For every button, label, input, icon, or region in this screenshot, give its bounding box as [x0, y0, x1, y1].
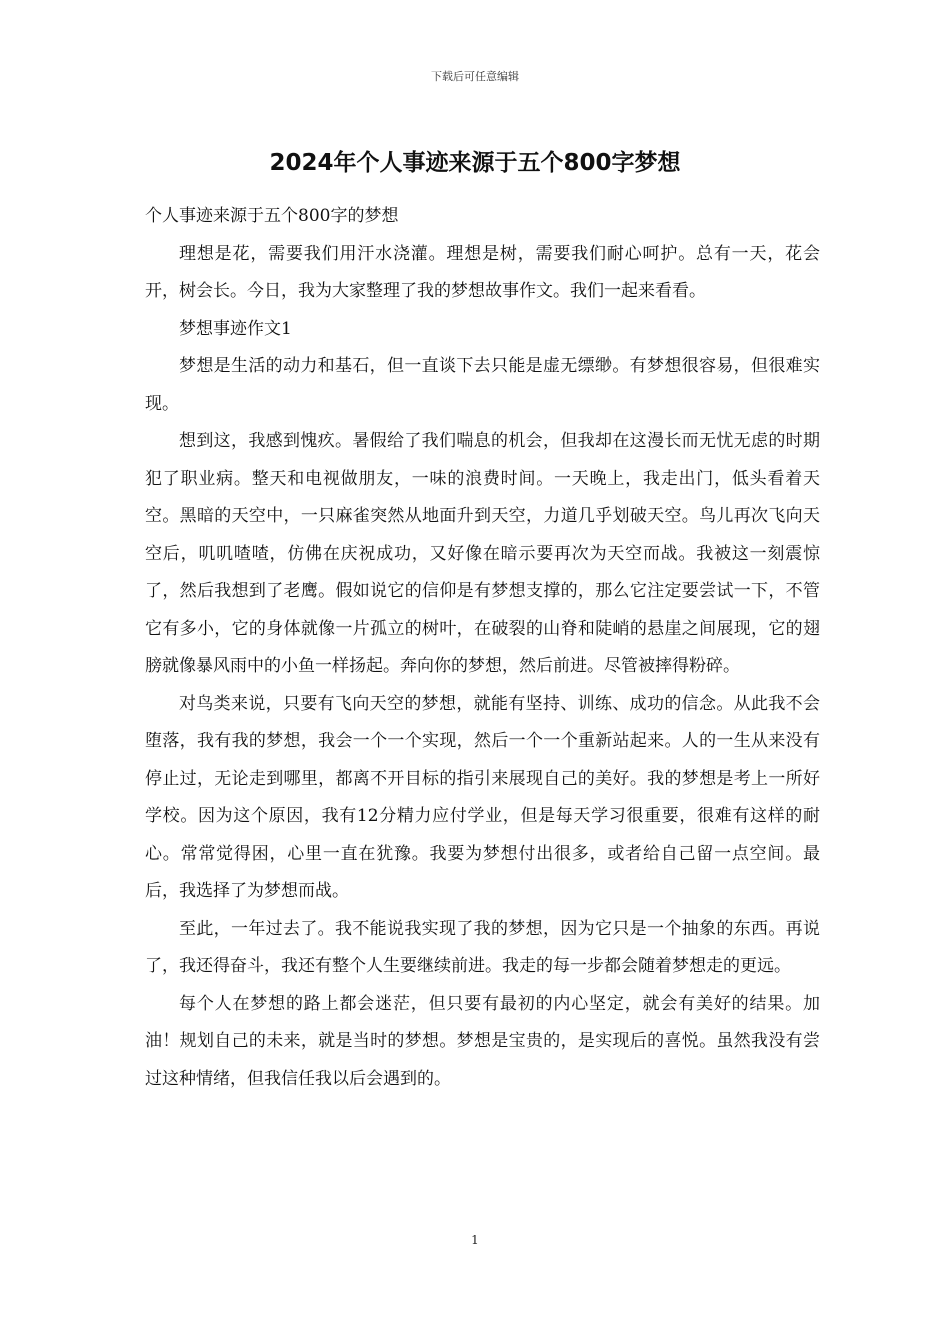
page-header-note: 下载后可任意编辑: [431, 70, 519, 83]
paragraph: 每个人在梦想的路上都会迷茫，但只要有最初的内心坚定，就会有美好的结果。加油！规划自己的未来，就是当时的梦想。梦想是宝贵的，是实现后的喜悦。虽然我没有尝过这种情绪，但我信任我以后会遇到的。: [145, 993, 820, 1089]
paragraph: 想到这，我感到愧疚。暑假给了我们喘息的机会，但我却在这漫长而无忧无虑的时期犯了职业病。整天和电视做朋友，一味的浪费时间。一天晚上，我走出门，低头看着天空。黑暗的天空中，一只麻雀突然从地面升到天空，力道几乎划破天空。鸟儿再次飞向天空后，叽叽喳喳，仿佛在庆祝成功，又好像在暗示要再次为天空而战。我被这一刻震惊了，然后我想到了老鹰。假如说它的信仰是有梦想支撑的，那么它注定要尝试一下，不管它有多小，它的身体就像一片孤立的树叶，在破裂的山脊和陡峭的悬崖之间展现，它的翅膀就像暴风雨中的小鱼一样扬起。奔向你的梦想，然后前进。尽管被摔得粉碎。: [145, 431, 820, 676]
document-subtitle: 个人事迹来源于五个800字的梦想: [145, 206, 399, 226]
paragraph: 至此，一年过去了。我不能说我实现了我的梦想，因为它只是一个抽象的东西。再说了，我还得奋斗，我还有整个人生要继续前进。我走的每一步都会随着梦想走的更远。: [145, 918, 820, 976]
section-heading: 梦想事迹作文1: [179, 318, 292, 339]
page-number: 1: [471, 1233, 479, 1247]
paragraph-intro: 理想是花，需要我们用汗水浇灌。理想是树，需要我们耐心呵护。总有一天，花会开，树会长。今日，我为大家整理了我的梦想故事作文。我们一起来看看。: [145, 243, 820, 301]
paragraph: 梦想是生活的动力和基石，但一直谈下去只能是虚无缥缈。有梦想很容易，但很难实现。: [145, 356, 820, 414]
paragraph: 对鸟类来说，只要有飞向天空的梦想，就能有坚持、训练、成功的信念。从此我不会堕落，我有我的梦想，我会一个一个实现，然后一个一个重新站起来。人的一生从来没有停止过，无论走到哪里，都离不开目标的指引来展现自己的美好。我的梦想是考上一所好学校。因为这个原因，我有12分精力应付学业，但是每天学习很重要，很难有这样的耐心。常常觉得困，心里一直在犹豫。我要为梦想付出很多，或者给自己留一点空间。最后，我选择了为梦想而战。: [145, 693, 820, 901]
document-title: 2024年个人事迹来源于五个800字梦想: [269, 150, 681, 176]
document-body: [145, 198, 820, 1098]
